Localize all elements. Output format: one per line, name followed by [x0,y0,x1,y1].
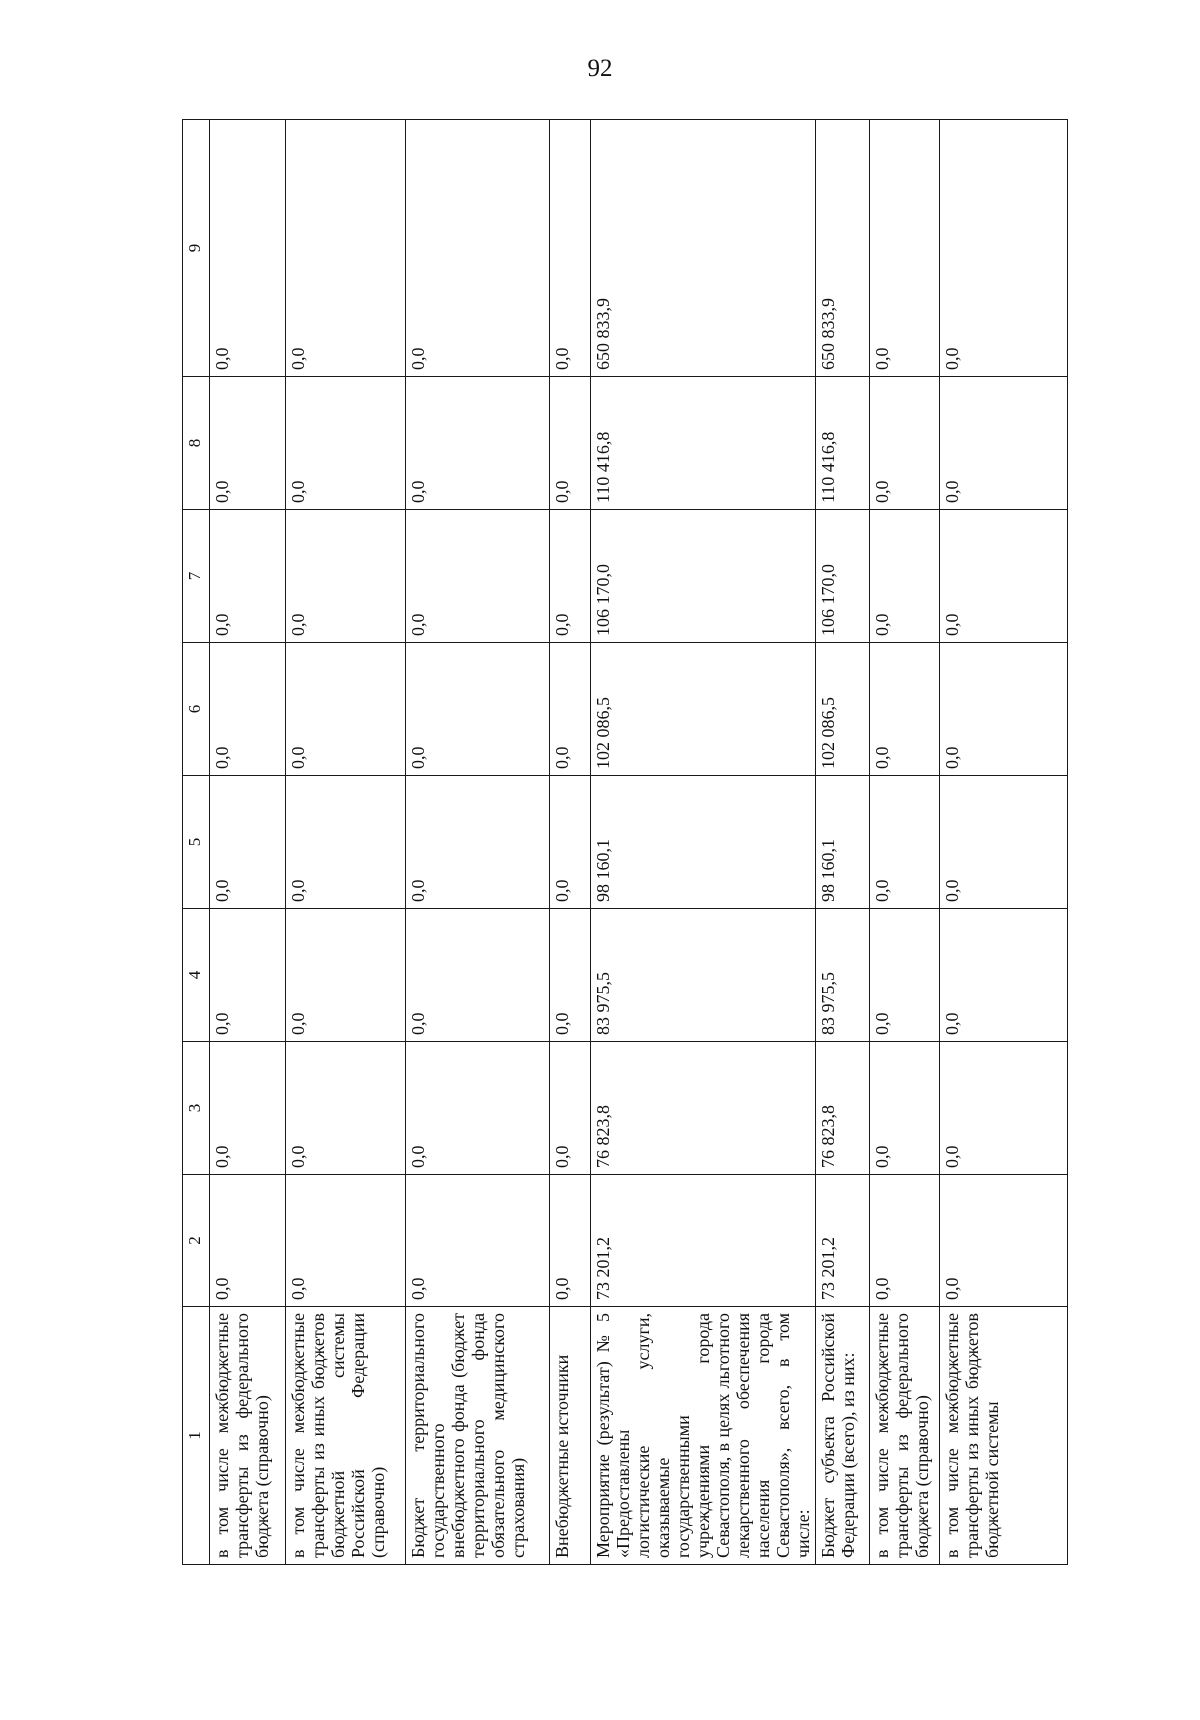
value-cell: 0,0 [550,1042,591,1175]
value-cell: 0,0 [210,776,286,909]
value-cell: 650 833,9 [816,120,870,377]
value-cell: 0,0 [550,643,591,776]
row-label: Мероприятие (результат) № 5 «Предоставлены логистические услуги, оказываемые государственными учреждениями города Севастополя, в целях льготного лекарственного обеспечения населения города Севастополя», всего, в том числе: [591,1307,816,1565]
row-label: Внебюджетные источники [550,1307,591,1565]
column-number: 5 [183,776,210,909]
value-cell: 0,0 [406,377,550,510]
value-cell: 0,0 [286,909,406,1042]
value-cell: 0,0 [286,643,406,776]
column-number: 6 [183,643,210,776]
value-cell: 0,0 [406,120,550,377]
value-cell: 0,0 [550,120,591,377]
value-cell: 0,0 [550,776,591,909]
rotated-table-wrapper [182,120,1049,1565]
value-cell: 0,0 [940,643,1068,776]
value-cell: 106 170,0 [591,510,816,643]
value-cell: 0,0 [870,776,940,909]
value-cell: 0,0 [940,1175,1068,1307]
value-cell: 0,0 [870,120,940,377]
column-number: 7 [183,510,210,643]
value-cell: 0,0 [406,1042,550,1175]
table-row [210,120,286,1565]
value-cell: 0,0 [286,1175,406,1307]
value-cell: 83 975,5 [591,909,816,1042]
value-cell: 0,0 [940,776,1068,909]
table-row [406,120,550,1565]
value-cell: 0,0 [940,1042,1068,1175]
value-cell: 0,0 [210,1042,286,1175]
value-cell: 76 823,8 [816,1042,870,1175]
value-cell: 0,0 [940,510,1068,643]
row-label: Бюджет субъекта Российской Федерации (всего), из них: [816,1307,870,1565]
value-cell: 0,0 [870,1175,940,1307]
table-row [816,120,870,1565]
value-cell: 0,0 [870,377,940,510]
row-label: в том числе межбюджетные трансферты из иных бюджетов бюджетной системы Российской Федерации (справочно) [286,1307,406,1565]
value-cell: 0,0 [406,1175,550,1307]
table-row [286,120,406,1565]
value-cell: 0,0 [870,909,940,1042]
table-row [940,120,1068,1565]
value-cell: 106 170,0 [816,510,870,643]
value-cell: 0,0 [286,776,406,909]
value-cell: 110 416,8 [591,377,816,510]
value-cell: 0,0 [210,1175,286,1307]
value-cell: 0,0 [210,510,286,643]
value-cell: 0,0 [286,1042,406,1175]
value-cell: 650 833,9 [591,120,816,377]
value-cell: 0,0 [210,909,286,1042]
value-cell: 102 086,5 [816,643,870,776]
row-label: в том числе межбюджетные трансферты из федерального бюджета (справочно) [870,1307,940,1565]
column-number: 3 [183,1042,210,1175]
column-number: 2 [183,1175,210,1307]
value-cell: 0,0 [406,909,550,1042]
row-label: в том числе межбюджетные трансферты из федерального бюджета (справочно) [210,1307,286,1565]
value-cell: 83 975,5 [816,909,870,1042]
row-label: Бюджет территориального государственного внебюджетного фонда (бюджет территориального фонда обязательного медицинского страхования) [406,1307,550,1565]
value-cell: 76 823,8 [591,1042,816,1175]
page-number: 92 [587,55,613,82]
value-cell: 0,0 [940,120,1068,377]
value-cell: 73 201,2 [816,1175,870,1307]
table-row [591,120,816,1565]
value-cell: 0,0 [940,377,1068,510]
column-number-row [183,120,210,1565]
value-cell: 0,0 [210,377,286,510]
table-row [870,120,940,1565]
column-number: 4 [183,909,210,1042]
value-cell: 0,0 [210,120,286,377]
value-cell: 0,0 [550,909,591,1042]
value-cell: 0,0 [406,643,550,776]
value-cell: 0,0 [550,510,591,643]
value-cell: 0,0 [870,510,940,643]
value-cell: 0,0 [406,776,550,909]
value-cell: 0,0 [870,1042,940,1175]
value-cell: 0,0 [940,909,1068,1042]
value-cell: 0,0 [286,120,406,377]
value-cell: 98 160,1 [591,776,816,909]
table-row [550,120,591,1565]
value-cell: 0,0 [210,643,286,776]
budget-table [182,119,1068,1565]
column-number: 9 [183,120,210,377]
column-number: 8 [183,377,210,510]
value-cell: 0,0 [286,377,406,510]
value-cell: 0,0 [286,510,406,643]
column-number: 1 [183,1307,210,1565]
value-cell: 98 160,1 [816,776,870,909]
value-cell: 102 086,5 [591,643,816,776]
value-cell: 0,0 [870,643,940,776]
value-cell: 0,0 [550,377,591,510]
value-cell: 0,0 [550,1175,591,1307]
value-cell: 0,0 [406,510,550,643]
value-cell: 110 416,8 [816,377,870,510]
row-label: в том числе межбюджетные трансферты из иных бюджетов бюджетной системы [940,1307,1068,1565]
value-cell: 73 201,2 [591,1175,816,1307]
